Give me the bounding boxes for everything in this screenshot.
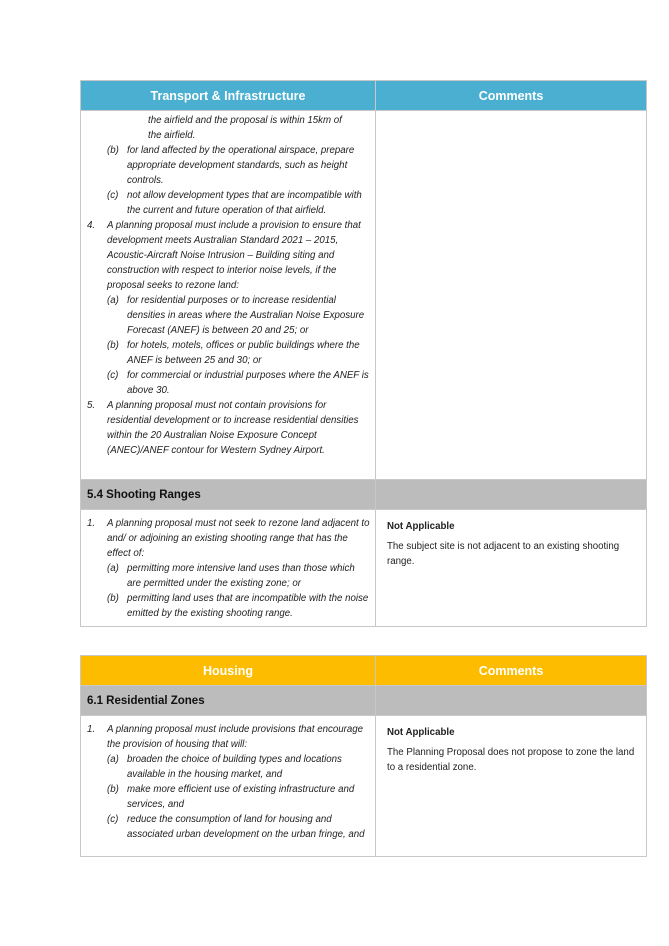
continued-line-1: the airfield and the proposal is within 15km of xyxy=(148,115,342,126)
requirements-cell xyxy=(81,510,376,627)
requirements-cell xyxy=(81,716,376,857)
table-header-row xyxy=(81,81,647,111)
section-title-6-1: 6.1 Residential Zones xyxy=(81,686,376,716)
continued-text xyxy=(81,113,371,143)
requirements-list xyxy=(81,111,375,458)
list-item-number: 4. xyxy=(87,220,96,231)
list-item-text: A planning proposal must include a provision to ensure that development meets Australian Standard 2021 – 2015, Acoustic-Aircraft Noise Intrusion – Building siting and construction with respect to interior noise levels, if the proposal seeks to rezone land: xyxy=(107,220,361,291)
list-item-label: (b) xyxy=(107,340,119,351)
list-item-text: reduce the consumption of land for housing and associated urban development on the urban fringe, and xyxy=(127,814,365,840)
list-item-5 xyxy=(81,398,371,458)
list-item xyxy=(81,368,371,398)
table-row xyxy=(81,111,647,480)
list-item-label: (c) xyxy=(107,370,119,381)
list-item-number: 5. xyxy=(87,400,96,411)
list-item-1 xyxy=(81,722,371,752)
list-item-number: 1. xyxy=(87,518,96,529)
list-item-text: for hotels, motels, offices or public buildings where the ANEF is between 25 and 30; or xyxy=(127,340,360,366)
table-header-row xyxy=(81,656,647,686)
list-item xyxy=(81,812,371,842)
list-item-label: (c) xyxy=(107,190,119,201)
list-item-label: (b) xyxy=(107,145,119,156)
list-item xyxy=(81,293,371,338)
section-blank-cell xyxy=(376,480,647,510)
section-row-6-1 xyxy=(81,686,647,716)
list-item-text: A planning proposal must include provisions that encourage the provision of housing that will: xyxy=(107,724,363,750)
comment-block xyxy=(376,716,646,775)
header-transport-infrastructure: Transport & Infrastructure xyxy=(81,81,376,111)
list-item xyxy=(81,561,371,591)
list-item xyxy=(81,782,371,812)
transport-infrastructure-table xyxy=(80,80,647,627)
list-item-4 xyxy=(81,218,371,293)
requirements-list xyxy=(81,510,375,621)
requirements-list xyxy=(81,716,375,842)
housing-table xyxy=(80,655,647,857)
header-comments: Comments xyxy=(376,656,647,686)
list-item xyxy=(81,591,371,621)
list-item-text: permitting land uses that are incompatible with the noise emitted by the existing shooting range. xyxy=(127,593,369,619)
list-item-label: (a) xyxy=(107,563,119,574)
list-item xyxy=(81,188,371,218)
list-item-label: (c) xyxy=(107,814,119,825)
list-item xyxy=(81,143,371,188)
header-comments: Comments xyxy=(376,81,647,111)
list-item xyxy=(81,752,371,782)
list-item-label: (b) xyxy=(107,593,119,604)
list-item-number: 1. xyxy=(87,724,96,735)
list-item-text: permitting more intensive land uses than those which are permitted under the existing zone; or xyxy=(127,563,355,589)
requirements-cell xyxy=(81,111,376,480)
list-item-text: make more efficient use of existing infrastructure and services, and xyxy=(127,784,355,810)
list-item-label: (a) xyxy=(107,295,119,306)
list-item-text: for land affected by the operational airspace, prepare appropriate development standards, such as height controls. xyxy=(127,145,355,186)
section-title-5-4: 5.4 Shooting Ranges xyxy=(81,480,376,510)
header-housing: Housing xyxy=(81,656,376,686)
comment-title: Not Applicable xyxy=(387,521,455,532)
table-row xyxy=(81,510,647,627)
comments-cell xyxy=(376,716,647,857)
list-item-label: (b) xyxy=(107,784,119,795)
list-item-1 xyxy=(81,516,371,561)
section-row-5-4 xyxy=(81,480,647,510)
comment-block xyxy=(376,510,646,569)
list-item-text: A planning proposal must not contain provisions for residential development or to increase residential densities within the 20 Australian Noise Exposure Concept (ANEC)/ANEF contour for Western Sydney Airport. xyxy=(107,400,359,456)
comments-cell xyxy=(376,510,647,627)
comment-title: Not Applicable xyxy=(387,727,455,738)
list-item-text: broaden the choice of building types and locations available in the housing market, and xyxy=(127,754,342,780)
continued-line-2: the airfield. xyxy=(148,130,196,141)
list-item-text: not allow development types that are incompatible with the current and future operation of that airfield. xyxy=(127,190,362,216)
list-item xyxy=(81,338,371,368)
comments-cell xyxy=(376,111,647,480)
list-item-text: for residential purposes or to increase residential densities in areas where the Australian Noise Exposure Forecast (ANEF) is between 20 and 25; or xyxy=(127,295,365,336)
comment-text: The subject site is not adjacent to an existing shooting range. xyxy=(387,541,620,567)
list-item-text: A planning proposal must not seek to rezone land adjacent to and/ or adjoining an existing shooting range that has the effect of: xyxy=(107,518,370,559)
list-item-text: for commercial or industrial purposes where the ANEF is above 30. xyxy=(127,370,369,396)
section-blank-cell xyxy=(376,686,647,716)
list-item-label: (a) xyxy=(107,754,119,765)
table-row xyxy=(81,716,647,857)
comment-text: The Planning Proposal does not propose to zone the land to a residential zone. xyxy=(387,747,635,773)
